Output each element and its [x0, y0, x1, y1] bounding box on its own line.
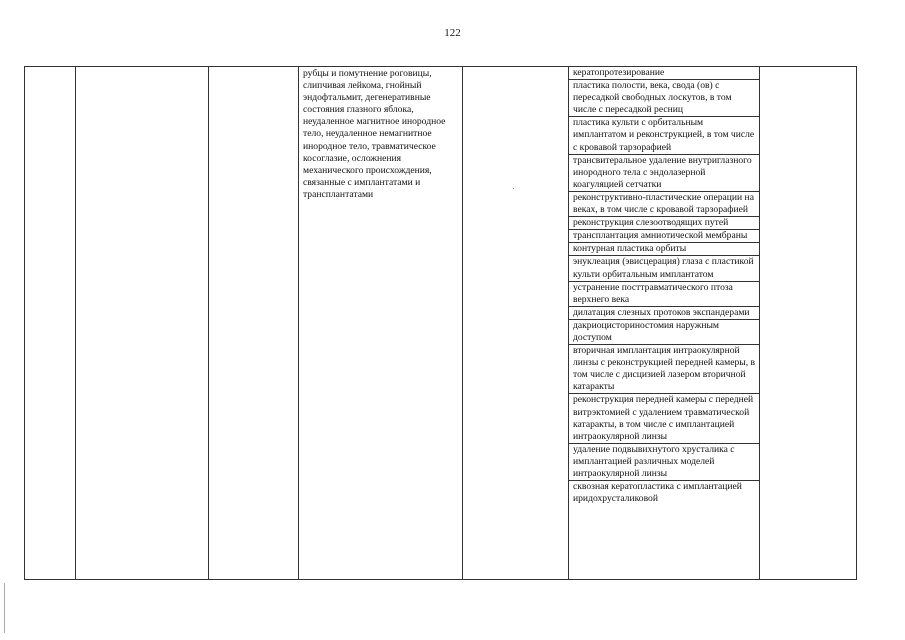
method-item: дилатация слезных протоков экспандерами — [569, 307, 759, 320]
method-item: трансвитеральное удаление внутриглазного инородного тела с эндолазерной коагуляцией сетчатки — [569, 155, 759, 192]
method-item: удаление подвывихнутого хрусталика с имплантацией различных моделей интраокулярной линзы — [569, 444, 759, 481]
col-amount-cell — [760, 67, 857, 580]
method-item: пластика культи с орбитальным имплантатом и реконструкцией, в том числе с кровавой тарзорафией — [569, 117, 759, 154]
scan-speck — [513, 188, 514, 189]
method-item: устранение посттравматического птоза верхнего века — [569, 282, 759, 307]
method-item: вторичная имплантация интраокулярной линзы с реконструкцией передней камеры, в том числе с дисцизией лазером вторичной катаракты — [569, 345, 759, 394]
diagnosis-cell — [299, 67, 463, 580]
diagnosis-text: рубцы и помутнение роговицы, слипчивая лейкома, гнойный эндофтальмит, дегенеративные состояния глазного яблока, неудаленное магнитное инородное тело, неудаленное немагнитное инородное тело, травматическое косоглазие, осложнения механического происхождения, связанные с имплантатами и трансплантатами — [303, 68, 446, 200]
method-item: энуклеация (эвисцерация) глаза с пластикой культи орбитальным имплантатом — [569, 256, 759, 281]
methods-cell — [569, 67, 760, 580]
table-row — [25, 67, 857, 580]
col-number-cell — [25, 67, 76, 580]
method-item: дакриоцисториностомия наружным доступом — [569, 320, 759, 345]
procedures-table — [24, 66, 857, 580]
method-item: пластика полости, века, свода (ов) с пересадкой свободных лоскутов, в том числе с пересадкой ресниц — [569, 80, 759, 117]
method-item: контурная пластика орбиты — [569, 243, 759, 256]
page-number: 122 — [444, 27, 461, 39]
col-type-cell — [463, 67, 569, 580]
method-item: трансплантация амниотической мембраны — [569, 230, 759, 243]
method-item: кератопротезирование — [569, 67, 759, 80]
col-code-cell — [209, 67, 299, 580]
method-item: реконструктивно-пластические операции на веках, в том числе с кровавой тарзорафией — [569, 192, 759, 217]
method-item: реконструкция слезоотводящих путей — [569, 217, 759, 230]
method-item: реконструкция передней камеры с передней витрэктомией с удалением травматической катаракты, в том числе с имплантацией интраокулярной линзы — [569, 394, 759, 443]
method-item: сквозная кератопластика с имплантацией иридохрусталиковой — [573, 481, 742, 505]
scan-edge-mark — [4, 583, 5, 633]
col-group-cell — [76, 67, 209, 580]
